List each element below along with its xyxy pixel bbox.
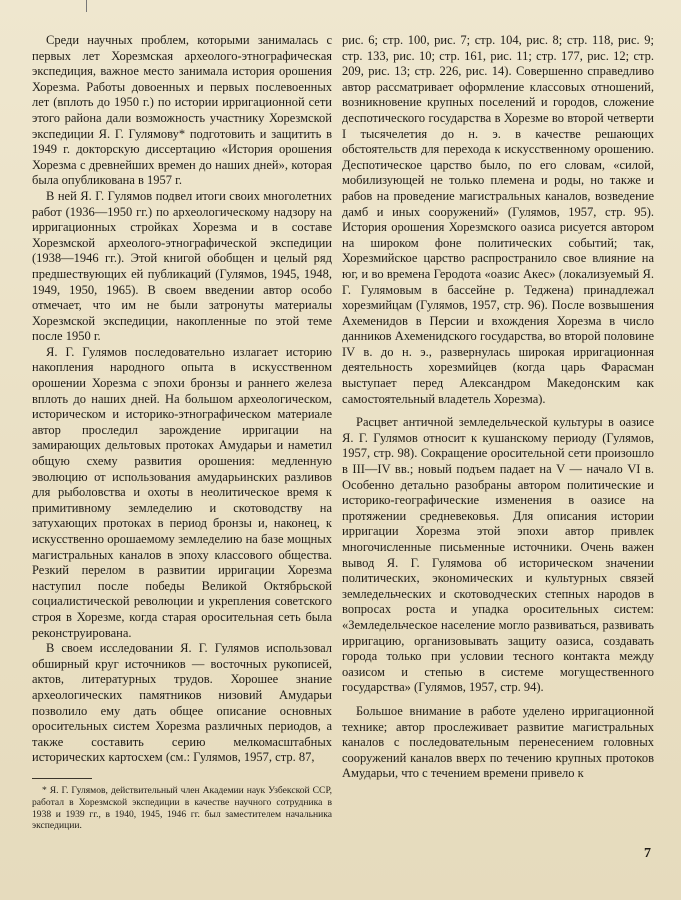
- footnote-divider: [32, 778, 92, 779]
- right-column: [342, 33, 654, 782]
- paragraph: Я. Г. Гулямов последовательно излагает историю накопления народного опыта в искусственном орошении Хорезма с эпохи бронзы и раннего железа вплоть до наших дней. На большом археологическом, историческом и историко-этнографическом материале автор проследил зарождение ирригации на замирающих дельтовых протоках Амударьи и наметил общую схему развития орошения: медленную эволюцию от использования амударьинских разливов для рыболовства и охоты в неолитическое время к примитивному земледелию и скотоводству на затухающих протоках в период бронзы и, наконец, к искусственно орошаемому земледелию на базе мощных магистральных каналов в эпоху классового общества. Резкий перелом в развитии ирригации Хорезма наступил после победы Великой Октябрьской социалистической революции и укрепления советского строя в Хорезме, когда старая оросительная сеть была реконструирована.: [32, 344, 332, 640]
- footnote: * Я. Г. Гулямов, действительный член Академии наук Узбекской ССР, работал в Хорезмской экспедиции в качестве научного сотрудника в 1938 и 1939 гг., в 1940, 1945, 1946 гг. был заместителем начальника экспедиции.: [32, 784, 332, 832]
- scan-mark: [86, 0, 87, 12]
- page-number: 7: [644, 846, 651, 861]
- paragraph: Большое внимание в работе уделено ирригационной технике; автор прослеживает развитие магистральных каналов с последовательным перенесением головных сооружений каналов вверх по течению крупных протоков Амударьи, что с течением времени привело к: [342, 703, 654, 781]
- paragraph: В своем исследовании Я. Г. Гулямов использовал обширный круг источников — восточных рукописей, актов, литературных трудов. Хорошее знание археологических памятников низовий Амударьи позволило ему дать общее описание основных оросительных систем Хорезма различных периодов, а также составить серию мелкомасштабных исторических картосхем (см.: Гулямов, 1957, стр. 87,: [32, 641, 332, 765]
- paragraph: Расцвет античной земледельческой культуры в оазисе Я. Г. Гулямов относит к кушанскому периоду (Гулямов, 1957, стр. 98). Сокращение оросительной сети произошло в III—IV вв.; новый подъем падает на V — начало VI в. Особенно детально разобраны автором политические и историко-географические изменения в оазисе на протяжении средневековья. Для описания истории ирригации Хорезма этой эпохи автор привлек многочисленные письменные источники. Очень важен вывод Я. Г. Гулямова об историческом значении политических, экономических и культурных связей земледельческих и скотоводческих степных народов в вопросах роста и упадка оросительных систем: «Земледельческое население могло развиваться, развивать ирригацию, организовывать защиту оазиса, создавать города только при условии тесного контакта между оазисом и степью в системе могущественного государства» (Гулямов, 1957, стр. 94).: [342, 415, 654, 695]
- paragraph: Среди научных проблем, которыми занималась с первых лет Хорезмская археолого-этнографическая экспедиция, важное место занимала история орошения Хорезма. Работы довоенных и первых послевоенных лет (вплоть до 1950 г.) по истории ирригационной сети этого района дали возможность участнику Хорезмской экспедиции Я. Г. Гулямову* подготовить и защитить в 1949 г. докторскую диссертацию «История орошения Хорезма с древнейших времен до наших дней», которая была опубликована в 1957 г.: [32, 33, 332, 188]
- paragraph: рис. 6; стр. 100, рис. 7; стр. 104, рис. 8; стр. 118, рис. 9; стр. 133, рис. 10; стр. 161, рис. 11; стр. 177, рис. 12; стр. 209, рис. 13; стр. 226, рис. 14). Совершенно справедливо автор рассматривает оформление классовых отношений, возникновение крупных поселений и городов, сложение деспотического государства в Хорезме во второй четверти I тысячелетия до н. э. в качестве решающих обстоятельств для перехода к искусственному орошению. Деспотическое царство было, по его словам, «силой, мобилизующей не только племена и роды, но также и рабов на проведение магистральных каналов, возведение дамб и иных сооружений» (Гулямов, 1957, стр. 95). История орошения Хорезмского оазиса рисуется автором на широком фоне политических событий; так, Хорезмийское царство распространило свое влияние на юг, и во времена Геродота «оазис Акес» (локализуемый Я. Г. Гулямовым в бассейне р. Теджена) принадлежал хорезмийцам (Гулямов, 1957, стр. 96). После возвышения Ахеменидов в Персии и вхождения Хорезма в число данников Ахеменидского государства, во второй половине IV в. до н. э., развернулась широкая ирригационная деятельность хорезмийцев (когда царь Фарасман выступает перед Александром Македонским как самостоятельный владетель Хорезма).: [342, 33, 654, 406]
- paragraph: В ней Я. Г. Гулямов подвел итоги своих многолетних работ (1936—1950 гг.) по археологическому надзору на ирригационных стройках Хорезма и в составе Хорезмской археолого-этнографической экспедиции (1938—1946 гг.). Этой книгой обобщен и целый ряд предшествующих ей публикаций (Гулямов, 1945, 1948, 1949, 1950, 1965). В своем введении автор особо отмечает, что им не были затронуты материалы Хорезмской экспедиции, накопленные по этой теме после 1950 г.: [32, 188, 332, 344]
- left-column: [32, 33, 332, 832]
